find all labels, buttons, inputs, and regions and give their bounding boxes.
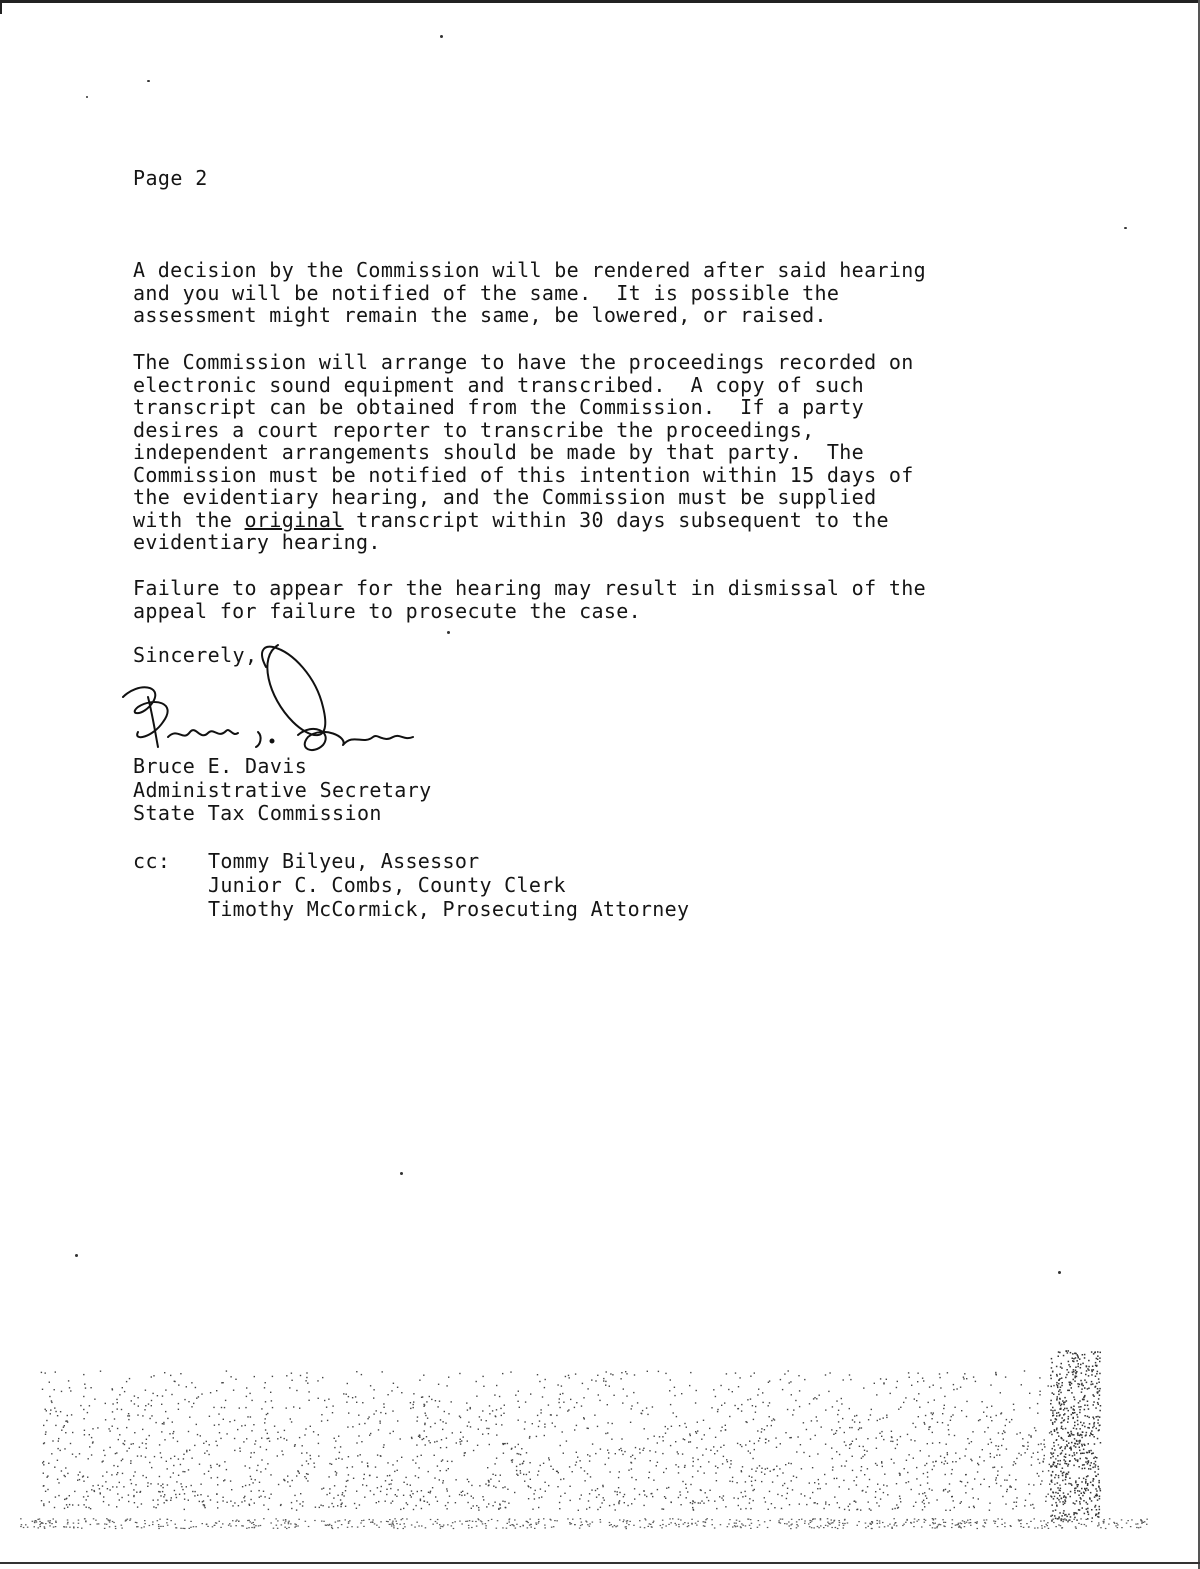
- scan-speck: [440, 35, 443, 38]
- signer-title: Administrative Secretary: [133, 777, 432, 802]
- page-border-left: [0, 0, 2, 14]
- paragraph-failure: Failure to appear for the hearing may result in dismissal of the appeal for failure to prosecute the case.: [133, 576, 927, 623]
- page-number: Page 2: [133, 166, 208, 190]
- scan-speck: [1124, 227, 1127, 229]
- cc-recipient: Junior C. Combs, County Clerk: [208, 873, 566, 897]
- scan-speck: [400, 1172, 403, 1175]
- scan-speck: [1058, 1271, 1061, 1274]
- closing-salutation: Sincerely,: [133, 643, 258, 667]
- scan-speck: [147, 80, 150, 82]
- paragraph-proceedings-text: The Commission will arrange to have the proceedings recorded on electronic sound equipment and transcribed. A copy of such transcript can be obtained from the Commission. If a party desires a court reporter to transcribe the proceedings, independent arrangements should be made by that party. The Commission must be notified of this intention within 15 days of the evidentiary hearing, and the Commission must be supplied with the: [133, 350, 914, 532]
- paragraph-proceedings-text-end: transcript within 30 days subsequent to the evidentiary hearing.: [133, 507, 889, 554]
- cc-recipient: Timothy McCormick, Prosecuting Attorney: [208, 897, 690, 921]
- scan-speck: [447, 631, 450, 634]
- scan-speck: [75, 1254, 78, 1257]
- signer-name: Bruce E. Davis: [133, 754, 308, 778]
- cc-recipient: Tommy Bilyeu, Assessor: [208, 849, 480, 873]
- scan-noise-pattern: [20, 1350, 1160, 1530]
- scan-noise-band: [20, 1350, 1160, 1530]
- handwritten-signature: [108, 637, 428, 762]
- cc-label: cc:: [133, 849, 171, 873]
- page-border-top: [0, 0, 1200, 3]
- cc-recipient-list: [208, 849, 689, 921]
- paragraph-decision: A decision by the Commission will be rendered after said hearing and you will be notified of the same. It is possible the assessment might remain the same, be lowered, or raised.: [133, 258, 927, 327]
- paragraph-proceedings: [133, 351, 914, 554]
- underlined-word: original: [244, 507, 344, 532]
- page-border-bottom: [0, 1562, 1200, 1564]
- signer-organization: State Tax Commission: [133, 801, 382, 825]
- scan-speck: [86, 96, 88, 98]
- signer-block: [133, 755, 432, 826]
